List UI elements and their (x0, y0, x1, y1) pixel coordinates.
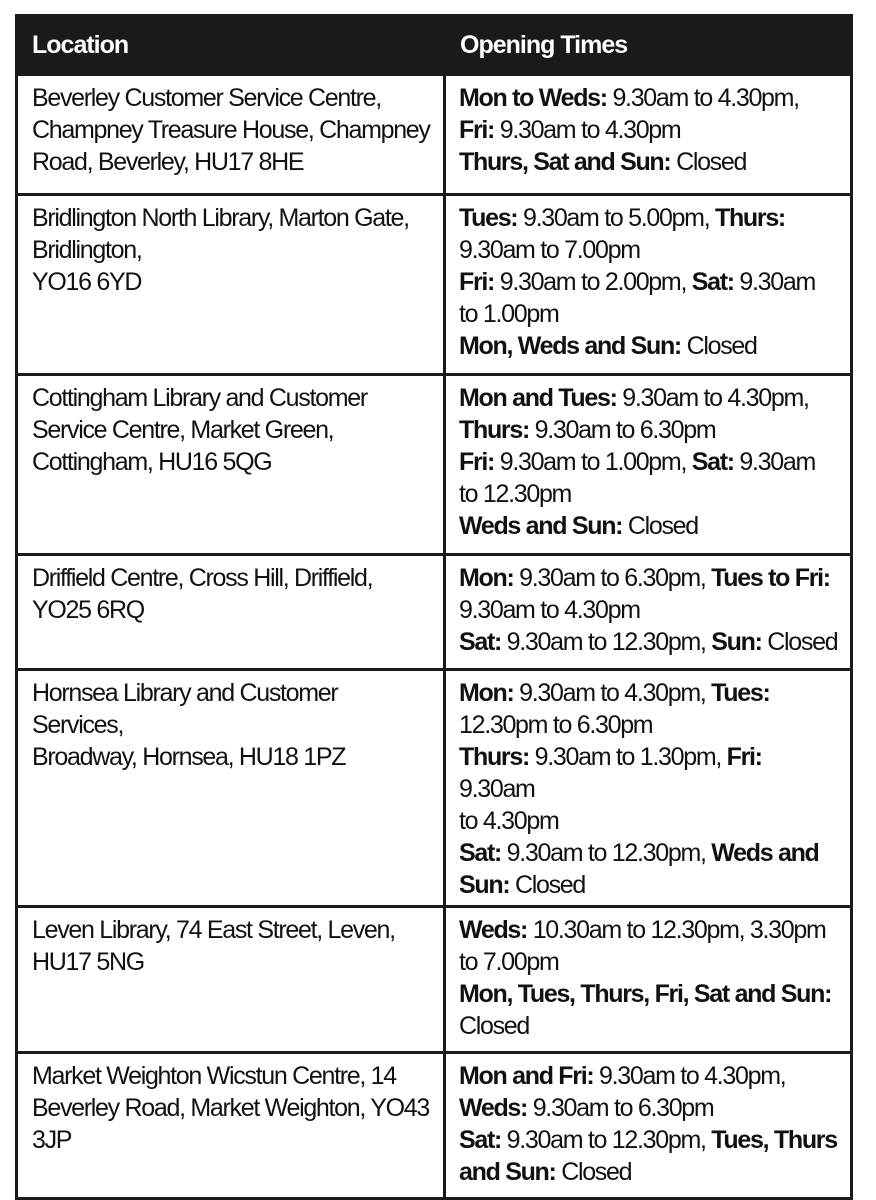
time-text: 9.30am (459, 775, 535, 803)
day-label: Thurs, Sat and Sun: (459, 148, 671, 176)
times-line (459, 1010, 840, 1042)
location-line: Broadway, Hornsea, HU18 1PZ (32, 743, 346, 771)
location-cell (17, 75, 445, 195)
table-row (17, 555, 852, 670)
times-line (459, 741, 840, 805)
day-label: Mon and Tues: (459, 384, 617, 412)
location-line: 3JP (32, 1126, 72, 1154)
times-line (459, 446, 840, 478)
day-label: Tues: (459, 204, 518, 232)
location-line: Cottingham, HU16 5QG (32, 448, 272, 476)
day-label: Mon, Tues, Thurs, Fri, Sat and Sun: (459, 980, 832, 1008)
day-label: Weds and (711, 839, 819, 867)
times-line (459, 1092, 840, 1124)
times-line (459, 146, 840, 178)
location-line: Beverley Road, Market Weighton, YO43 (32, 1094, 429, 1122)
location-line: Market Weighton Wicstun Centre, 14 (32, 1062, 396, 1090)
opening-times-cell (445, 907, 852, 1053)
times-line (459, 510, 840, 542)
time-text: 9.30am to 12.30pm, (501, 628, 712, 656)
time-text: 9.30am to 6.30pm (527, 1094, 714, 1122)
day-label: Mon and Fri: (459, 1062, 594, 1090)
opening-times-cell (445, 555, 852, 670)
time-text: 9.30am to 4.30pm, (606, 84, 799, 112)
time-text: 9.30am to 4.30pm (459, 596, 640, 624)
times-line (459, 82, 840, 114)
table-row (17, 375, 852, 555)
location-cell (17, 670, 445, 907)
time-text: Closed (680, 332, 757, 360)
day-label: Fri: (459, 268, 495, 296)
time-text: to 7.00pm (459, 948, 559, 976)
location-line: YO16 6YD (32, 268, 142, 296)
location-line: HU17 5NG (32, 948, 144, 976)
day-label: Tues to Fri: (711, 564, 830, 592)
location-cell (17, 555, 445, 670)
day-label: Sun: (459, 871, 510, 899)
time-text: 9.30am (733, 448, 815, 476)
day-label: Thurs: (714, 204, 785, 232)
day-label: Sat: (459, 1126, 502, 1154)
times-line (459, 298, 840, 330)
time-text: 9.30am to 5.00pm, (517, 204, 715, 232)
location-line: YO25 6RQ (32, 596, 144, 624)
opening-times-table (15, 14, 853, 1200)
table-row (17, 195, 852, 375)
location-line: Driffield Centre, Cross Hill, Driffield, (32, 564, 373, 592)
time-text: to 4.30pm (459, 807, 559, 835)
location-line: Champney Treasure House, Champney (32, 116, 430, 144)
times-line (459, 677, 840, 709)
day-label: Fri: (459, 116, 495, 144)
time-text: 9.30am to 6.30pm, (513, 564, 712, 592)
time-text: 9.30am to 2.00pm, (494, 268, 692, 296)
location-line: Bridlington, (32, 236, 142, 264)
times-line (459, 234, 840, 266)
location-line: Road, Beverley, HU17 8HE (32, 148, 304, 176)
day-label: Sat: (459, 839, 502, 867)
time-text: Closed (555, 1158, 632, 1186)
times-line (459, 709, 840, 741)
time-text: 9.30am to 6.30pm (528, 416, 716, 444)
time-text: Closed (670, 148, 747, 176)
day-label: Tues: (711, 679, 770, 707)
time-text: 9.30am to 4.30pm (494, 116, 681, 144)
location-line: Beverley Customer Service Centre, (32, 84, 381, 112)
day-label: Mon to Weds: (459, 84, 607, 112)
location-cell (17, 195, 445, 375)
table-row (17, 1053, 852, 1199)
times-line (459, 805, 840, 837)
day-label: Thurs: (459, 416, 529, 444)
time-text: to 1.00pm (459, 300, 559, 328)
times-line (459, 946, 840, 978)
times-line (459, 1124, 840, 1156)
table-body (17, 75, 852, 1199)
location-line: Service Centre, Market Green, (32, 416, 334, 444)
opening-times-cell (445, 1053, 852, 1199)
day-label: Tues, Thurs (711, 1126, 837, 1154)
day-label: Weds: (459, 1094, 528, 1122)
times-line (459, 414, 840, 446)
time-text: 9.30am (733, 268, 815, 296)
times-line (459, 382, 840, 414)
times-line (459, 114, 840, 146)
header-row (17, 16, 852, 75)
time-text: 9.30am to 12.30pm, (501, 1126, 712, 1154)
time-text: 10.30am to 12.30pm, 3.30pm (527, 916, 826, 944)
time-text: Closed (509, 871, 586, 899)
location-cell (17, 375, 445, 555)
times-line (459, 330, 840, 362)
times-line (459, 1156, 840, 1188)
location-line: Bridlington North Library, Marton Gate, (32, 204, 409, 232)
times-line (459, 562, 840, 594)
location-line: Hornsea Library and Customer Services, (32, 679, 338, 739)
location-line: Leven Library, 74 East Street, Leven, (32, 916, 395, 944)
time-text: 9.30am to 4.30pm, (616, 384, 809, 412)
day-label: Fri: (726, 743, 762, 771)
location-cell (17, 1053, 445, 1199)
table-row (17, 75, 852, 195)
time-text: 9.30am to 1.30pm, (528, 743, 727, 771)
time-text: to 12.30pm (459, 480, 572, 508)
day-label: Weds: (459, 916, 528, 944)
day-label: Mon: (459, 679, 514, 707)
time-text: 9.30am to 7.00pm (459, 236, 640, 264)
day-label: Mon, Weds and Sun: (459, 332, 681, 360)
time-text: 9.30am to 4.30pm, (513, 679, 712, 707)
opening-times-cell (445, 670, 852, 907)
day-label: Weds and Sun: (459, 512, 623, 540)
times-line (459, 869, 840, 901)
time-text: 12.30pm to 6.30pm (459, 711, 653, 739)
table-row (17, 670, 852, 907)
day-label: and Sun: (459, 1158, 556, 1186)
day-label: Thurs: (459, 743, 529, 771)
opening-times-cell (445, 375, 852, 555)
time-text: 9.30am to 4.30pm, (593, 1062, 786, 1090)
time-text: Closed (622, 512, 698, 540)
times-line (459, 914, 840, 946)
opening-times-cell (445, 75, 852, 195)
time-text: 9.30am to 1.00pm, (494, 448, 692, 476)
opening-times-cell (445, 195, 852, 375)
times-line (459, 837, 840, 869)
day-label: Sat: (691, 268, 734, 296)
day-label: Sun: (711, 628, 762, 656)
day-label: Mon: (459, 564, 514, 592)
times-line (459, 1060, 840, 1092)
times-line (459, 266, 840, 298)
time-text: 9.30am to 12.30pm, (501, 839, 712, 867)
times-line (459, 478, 840, 510)
day-label: Sat: (459, 628, 502, 656)
location-line: Cottingham Library and Customer (32, 384, 367, 412)
times-line (459, 202, 840, 234)
day-label: Fri: (459, 448, 495, 476)
times-line (459, 594, 840, 626)
location-cell (17, 907, 445, 1053)
time-text: Closed (459, 1012, 530, 1040)
opening-times-header: Opening Times (445, 16, 852, 75)
time-text: Closed (761, 628, 838, 656)
times-line (459, 978, 840, 1010)
location-header: Location (17, 16, 445, 75)
day-label: Sat: (691, 448, 734, 476)
table-row (17, 907, 852, 1053)
times-line (459, 626, 840, 658)
